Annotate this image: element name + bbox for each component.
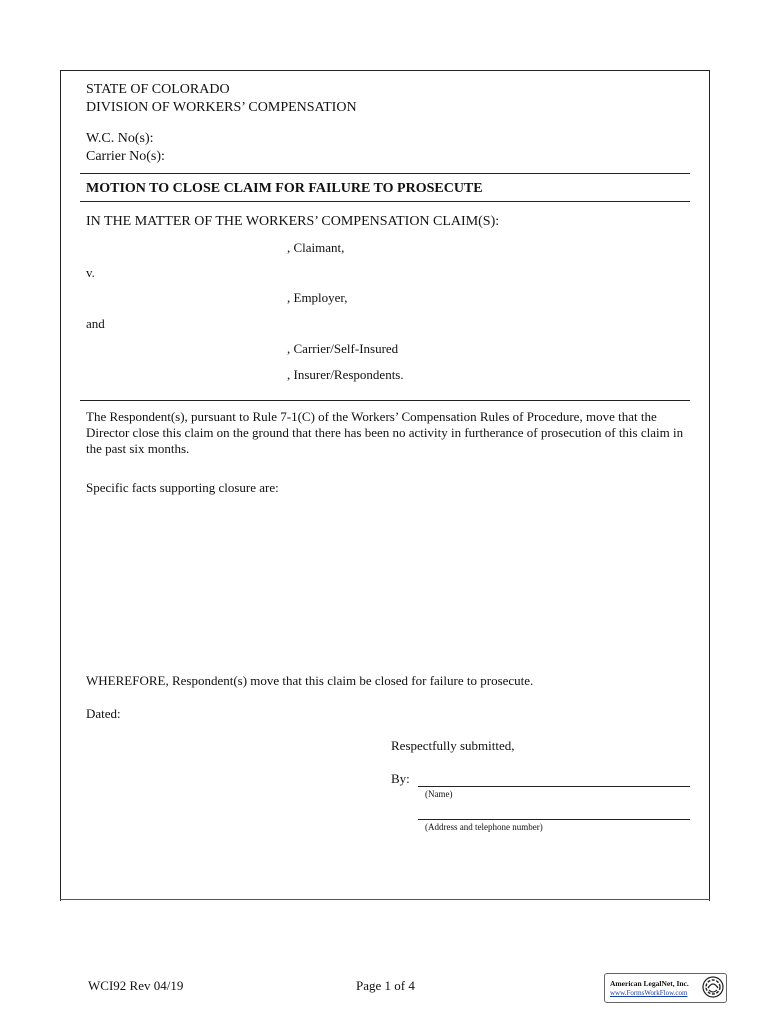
vendor-name: American LegalNet, Inc. bbox=[610, 979, 689, 988]
versus-label: v. bbox=[86, 265, 95, 280]
claimant-label: , Claimant, bbox=[287, 240, 345, 255]
wc-number-label: W.C. No(s): bbox=[86, 131, 154, 146]
divider-caption bbox=[80, 400, 690, 401]
frame-bottom-line bbox=[60, 899, 710, 900]
wherefore-text: WHEREFORE, Respondent(s) move that this claim be closed for failure to prosecute. bbox=[86, 673, 534, 688]
page-number: Page 1 of 4 bbox=[356, 978, 415, 993]
vendor-url-link[interactable]: www.FormsWorkFlow.com bbox=[610, 989, 688, 997]
carrier-number-label: Carrier No(s): bbox=[86, 149, 165, 164]
insurer-label: , Insurer/Respondents. bbox=[287, 367, 404, 382]
seal-icon bbox=[702, 976, 724, 998]
name-signature-line[interactable] bbox=[418, 786, 690, 787]
form-id: WCI92 Rev 04/19 bbox=[88, 978, 184, 993]
dated-label: Dated: bbox=[86, 706, 121, 721]
and-label: and bbox=[86, 316, 105, 331]
by-label: By: bbox=[391, 771, 410, 786]
name-caption: (Name) bbox=[425, 789, 453, 799]
employer-label: , Employer, bbox=[287, 290, 348, 305]
matter-heading: IN THE MATTER OF THE WORKERS’ COMPENSATION CLAIM(S): bbox=[86, 214, 500, 229]
address-caption: (Address and telephone number) bbox=[425, 822, 543, 832]
address-signature-line[interactable] bbox=[418, 819, 690, 820]
division-heading: DIVISION OF WORKERS’ COMPENSATION bbox=[86, 100, 357, 115]
motion-paragraph: The Respondent(s), pursuant to Rule 7-1(C) of the Workers’ Compensation Rules of Procedure, move that the Director close this claim on the ground that there has been no activity in furtherance of prosecution of this claim in the past six months. bbox=[86, 409, 684, 456]
divider-top bbox=[80, 173, 690, 174]
respectfully-submitted: Respectfully submitted, bbox=[391, 738, 515, 753]
facts-label: Specific facts supporting closure are: bbox=[86, 480, 279, 495]
vendor-logo bbox=[604, 973, 727, 1003]
page-title: MOTION TO CLOSE CLAIM FOR FAILURE TO PROSECUTE bbox=[86, 181, 483, 196]
carrier-label: , Carrier/Self-Insured bbox=[287, 341, 399, 356]
divider-title bbox=[80, 201, 690, 202]
state-heading: STATE OF COLORADO bbox=[86, 82, 230, 97]
